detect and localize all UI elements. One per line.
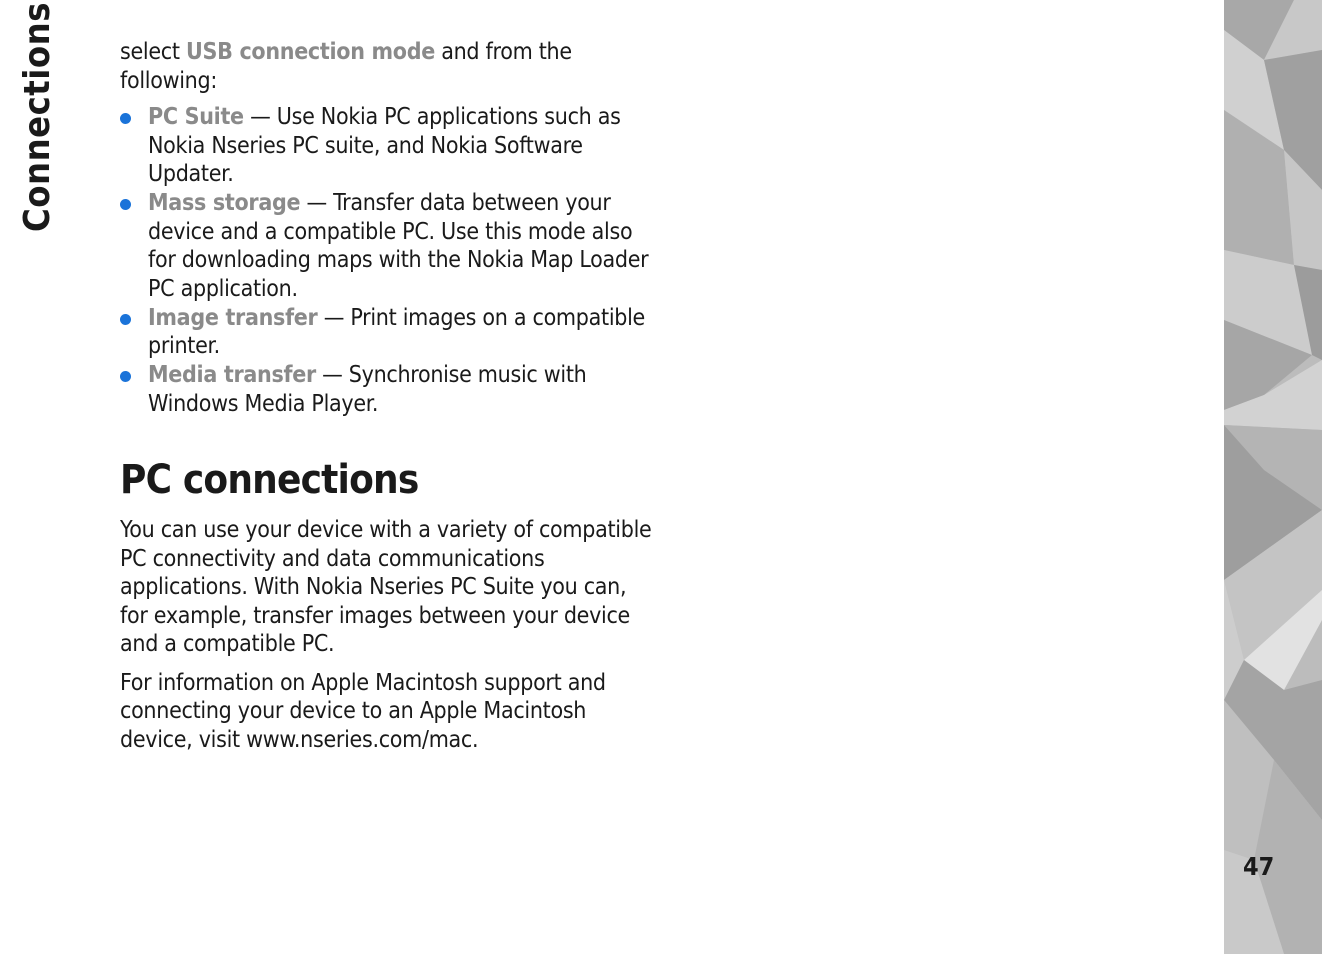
bullet-icon <box>120 199 131 210</box>
chapter-sidebar <box>1224 0 1322 954</box>
option-term-image-transfer: Image transfer <box>148 304 318 331</box>
option-desc: — Transfer data between your device and a compatible PC. Use this mode also for downloading maps with the Nokia Map Loader PC application. <box>148 190 649 302</box>
list-item <box>120 103 660 189</box>
option-desc: — Synchronise music with Windows Media Player. <box>148 362 587 417</box>
intro-suffix: and from the following: <box>120 39 572 94</box>
usb-connection-mode-term: USB connection mode <box>185 39 435 65</box>
bullet-icon <box>120 371 131 382</box>
list-item <box>120 189 660 303</box>
bullet-icon <box>120 314 131 325</box>
intro-paragraph <box>120 38 660 95</box>
section-title: PC connections <box>120 457 419 503</box>
option-term-mass-storage: Mass storage <box>148 190 301 216</box>
page-number: 47 <box>1243 852 1275 881</box>
bullet-icon <box>120 113 131 124</box>
section-paragraph: For information on Apple Macintosh support and connecting your device to an Apple Macintosh device, visit www.nseries.com/mac. <box>120 669 606 753</box>
sidebar-shard-pattern <box>1224 0 1322 954</box>
option-term-media-transfer: Media transfer <box>148 362 316 388</box>
intro-prefix: select <box>120 39 186 65</box>
option-desc: — Print images on a compatible printer. <box>148 304 645 359</box>
option-term-pc-suite: PC Suite <box>148 104 244 130</box>
option-desc: — Use Nokia PC applications such as Nokia Nseries PC suite, and Nokia Software Updater. <box>148 104 621 187</box>
chapter-title: Connections <box>17 2 58 232</box>
list-item <box>120 304 660 361</box>
section-paragraph: You can use your device with a variety of compatible PC connectivity and data communications applications. With Nokia Nseries PC Suite you can, for example, transfer images between your device and a compatible PC. <box>120 517 652 657</box>
usb-mode-list <box>120 103 660 418</box>
main-column <box>120 38 660 764</box>
list-item <box>120 361 660 418</box>
